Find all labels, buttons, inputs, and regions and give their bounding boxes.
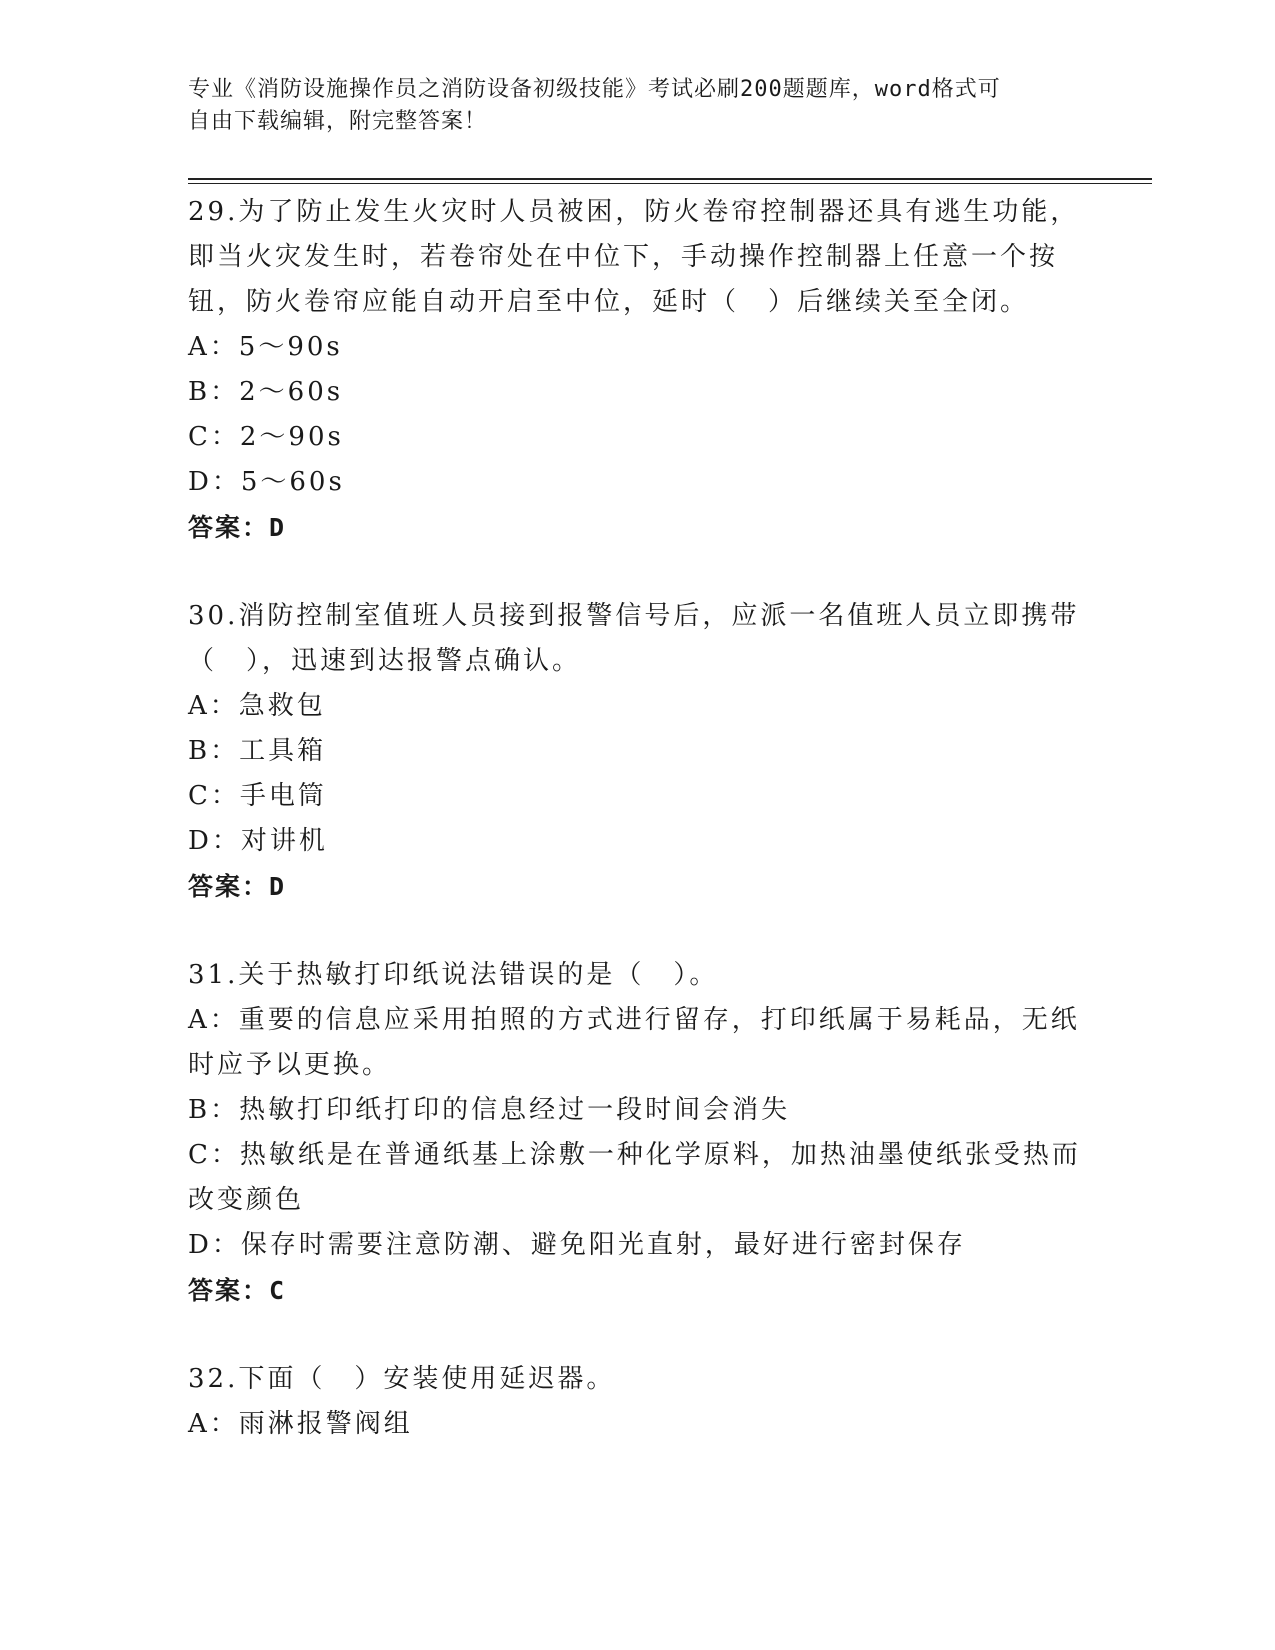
header-title-line-2: 自由下载编辑，附完整答案！ (188, 109, 488, 134)
question-30 (188, 594, 1088, 909)
document-header (188, 74, 1088, 138)
question-stem-line: 31.关于热敏打印纸说法错误的是（ ）。 (188, 960, 719, 990)
header-divider-thin (188, 183, 1152, 184)
question-stem-line: 钮，防火卷帘应能自动开启至中位，延时（ ）后继续关至全闭。 (188, 287, 1030, 317)
option-c: C：手电筒 (188, 781, 327, 811)
option-a: A：急救包 (188, 691, 326, 721)
option-a: A：重要的信息应采用拍照的方式进行留存，打印纸属于易耗品，无纸 (188, 1005, 1080, 1035)
option-c: C：2～90s (188, 422, 344, 452)
option-b: B：2～60s (188, 377, 344, 407)
option-b: B：热敏打印纸打印的信息经过一段时间会消失 (188, 1095, 791, 1125)
answer-label: 答案：C (188, 1276, 287, 1305)
header-divider-thick (188, 178, 1152, 180)
answer-label: 答案：D (188, 513, 287, 542)
answer-label: 答案：D (188, 872, 287, 901)
option-a: A：5～90s (188, 332, 343, 362)
option-d: D：5～60s (188, 467, 345, 497)
option-a-continued: 时应予以更换。 (188, 1050, 392, 1080)
header-title-line-1: 专业《消防设施操作员之消防设备初级技能》考试必刷200题题库，word格式可 (188, 77, 1001, 102)
question-stem-line: 即当火灾发生时，若卷帘处在中位下，手动操作控制器上任意一个按 (188, 242, 1059, 272)
question-list (188, 190, 1088, 1491)
question-stem-line: （ ），迅速到达报警点确认。 (188, 646, 582, 676)
question-stem-line: 30.消防控制室值班人员接到报警信号后，应派一名值班人员立即携带 (188, 601, 1080, 631)
question-stem-line: 32.下面（ ）安装使用延迟器。 (188, 1364, 616, 1394)
option-d: D：对讲机 (188, 826, 328, 856)
option-b: B：工具箱 (188, 736, 327, 766)
option-c: C：热敏纸是在普通纸基上涂敷一种化学原料，加热油墨使纸张受热而 (188, 1140, 1081, 1170)
option-d: D：保存时需要注意防潮、避免阳光直射，最好进行密封保存 (188, 1230, 966, 1260)
question-31 (188, 953, 1088, 1313)
option-a: A：雨淋报警阀组 (188, 1409, 413, 1439)
question-29 (188, 190, 1088, 550)
option-c-continued: 改变颜色 (188, 1185, 305, 1215)
question-32 (188, 1357, 1088, 1447)
question-stem-line: 29.为了防止发生火灾时人员被困，防火卷帘控制器还具有逃生功能， (188, 197, 1080, 227)
